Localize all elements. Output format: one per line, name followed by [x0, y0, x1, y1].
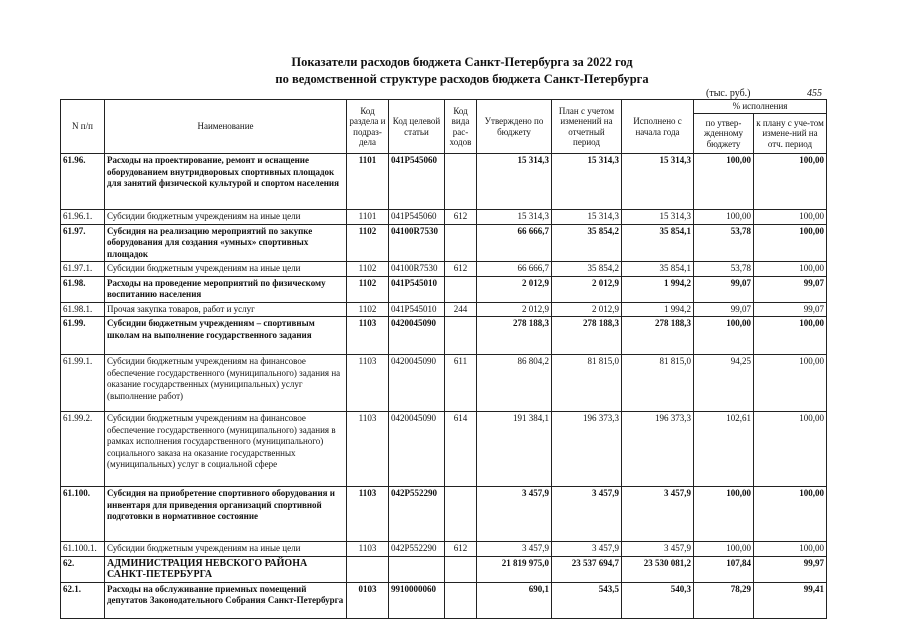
- row-executed: 15 314,3: [622, 154, 694, 210]
- table-row: [61, 355, 827, 412]
- row-plan: 3 457,9: [552, 542, 622, 557]
- col-plan-header: План с учетом изменений на отчетный период: [552, 100, 622, 154]
- row-executed: 23 530 081,2: [622, 556, 694, 582]
- row-number: 61.100.1.: [61, 542, 105, 557]
- row-number: 61.100.: [61, 487, 105, 542]
- row-name: АДМИНИСТРАЦИЯ НЕВСКОГО РАЙОНА САНКТ-ПЕТЕРБУРГА: [105, 556, 347, 582]
- row-number: 61.97.1.: [61, 262, 105, 277]
- row-executed: 81 815,0: [622, 355, 694, 412]
- row-pct-plan: 99,97: [754, 556, 827, 582]
- row-plan: 35 854,2: [552, 224, 622, 262]
- row-pct-plan: 100,00: [754, 487, 827, 542]
- row-target-code: 04100R7530: [389, 262, 445, 277]
- row-executed: 540,3: [622, 582, 694, 618]
- row-pct-approved: 53,78: [694, 224, 754, 262]
- row-section-code: [347, 556, 389, 582]
- row-name: Субсидия на приобретение спортивного оборудования и инвентаря для приведения организаций спортивной подготовки в нормативное состояние: [105, 487, 347, 542]
- row-plan: 196 373,3: [552, 412, 622, 487]
- row-executed: 3 457,9: [622, 542, 694, 557]
- table-row: [61, 317, 827, 355]
- row-pct-plan: 100,00: [754, 224, 827, 262]
- row-number: 61.98.1.: [61, 302, 105, 317]
- row-executed: 35 854,1: [622, 224, 694, 262]
- row-target-code: [389, 556, 445, 582]
- table-row: [61, 276, 827, 302]
- row-approved: 21 819 975,0: [477, 556, 552, 582]
- row-name: Субсидии бюджетным учреждениям на финансовое обеспечение государственного (муниципального) задания в рамках исполнения государственного (муниципального) социального заказа на оказание государственных (муниципальных) услуг в социальной сфере: [105, 412, 347, 487]
- row-name: Субсидия на реализацию мероприятий по закупке оборудования для создания «умных» спортивных площадок: [105, 224, 347, 262]
- row-name: Субсидии бюджетным учреждениям – спортивным школам на выполнение государственного задания: [105, 317, 347, 355]
- table-row: [61, 542, 827, 557]
- row-approved: 15 314,3: [477, 154, 552, 210]
- row-target-code: 041P545060: [389, 210, 445, 225]
- row-pct-plan: 100,00: [754, 210, 827, 225]
- row-pct-approved: 100,00: [694, 487, 754, 542]
- row-expense-type: 611: [445, 355, 477, 412]
- table-row: [61, 210, 827, 225]
- row-number: 61.97.: [61, 224, 105, 262]
- row-approved: 690,1: [477, 582, 552, 618]
- row-target-code: 042P552290: [389, 542, 445, 557]
- row-expense-type: [445, 317, 477, 355]
- row-number: 61.99.: [61, 317, 105, 355]
- table-row: [61, 302, 827, 317]
- row-expense-type: 612: [445, 542, 477, 557]
- row-pct-plan: 100,00: [754, 317, 827, 355]
- row-pct-approved: 94,25: [694, 355, 754, 412]
- row-plan: 15 314,3: [552, 154, 622, 210]
- row-pct-plan: 100,00: [754, 355, 827, 412]
- row-executed: 278 188,3: [622, 317, 694, 355]
- row-plan: 35 854,2: [552, 262, 622, 277]
- row-target-code: 041P545010: [389, 302, 445, 317]
- row-pct-approved: 100,00: [694, 210, 754, 225]
- table-row: [61, 224, 827, 262]
- budget-table: [60, 99, 827, 619]
- row-approved: 66 666,7: [477, 262, 552, 277]
- row-pct-plan: 100,00: [754, 262, 827, 277]
- table-row: [61, 582, 827, 618]
- row-number: 61.99.1.: [61, 355, 105, 412]
- row-expense-type: 612: [445, 210, 477, 225]
- col-approved-header: Утверждено по бюджету: [477, 100, 552, 154]
- row-section-code: 1102: [347, 262, 389, 277]
- row-plan: 2 012,9: [552, 276, 622, 302]
- row-pct-approved: 78,29: [694, 582, 754, 618]
- row-number: 61.98.: [61, 276, 105, 302]
- col-pct-group-header: % исполнения: [694, 100, 827, 114]
- row-section-code: 1103: [347, 355, 389, 412]
- row-pct-approved: 99,07: [694, 276, 754, 302]
- row-pct-plan: 99,07: [754, 276, 827, 302]
- row-number: 61.96.: [61, 154, 105, 210]
- col-num-header: N п/п: [61, 100, 105, 154]
- row-approved: 3 457,9: [477, 542, 552, 557]
- row-pct-plan: 100,00: [754, 542, 827, 557]
- row-target-code: 0420045090: [389, 412, 445, 487]
- row-target-code: 041P545010: [389, 276, 445, 302]
- row-executed: 196 373,3: [622, 412, 694, 487]
- table-row: [61, 154, 827, 210]
- row-target-code: 041P545060: [389, 154, 445, 210]
- row-name: Расходы на проектирование, ремонт и оснащение оборудованием внутридворовых спортивных площадок для занятий физической культурой и спортом населения: [105, 154, 347, 210]
- row-section-code: 1102: [347, 224, 389, 262]
- row-approved: 278 188,3: [477, 317, 552, 355]
- row-section-code: 0103: [347, 582, 389, 618]
- row-number: 61.96.1.: [61, 210, 105, 225]
- col-name-header: Наименование: [105, 100, 347, 154]
- row-approved: 191 384,1: [477, 412, 552, 487]
- row-name: Субсидии бюджетным учреждениям на финансовое обеспечение государственного (муниципального) задания на оказание государственных (муниципальных) услуг (выполнение работ): [105, 355, 347, 412]
- col-pct-plan-header: к плану с уче-том измене-ний на отч. период: [754, 114, 827, 154]
- row-expense-type: [445, 154, 477, 210]
- row-approved: 2 012,9: [477, 276, 552, 302]
- row-executed: 3 457,9: [622, 487, 694, 542]
- row-expense-type: 244: [445, 302, 477, 317]
- row-name: Прочая закупка товаров, работ и услуг: [105, 302, 347, 317]
- row-approved: 66 666,7: [477, 224, 552, 262]
- col-executed-header: Исполнено с начала года: [622, 100, 694, 154]
- row-pct-approved: 53,78: [694, 262, 754, 277]
- report-title-line2: по ведомственной структуре расходов бюджета Санкт-Петербурга: [275, 72, 649, 86]
- row-section-code: 1101: [347, 154, 389, 210]
- row-pct-plan: 100,00: [754, 154, 827, 210]
- row-expense-type: [445, 556, 477, 582]
- row-plan: 543,5: [552, 582, 622, 618]
- row-pct-approved: 99,07: [694, 302, 754, 317]
- row-expense-type: [445, 224, 477, 262]
- row-section-code: 1101: [347, 210, 389, 225]
- row-pct-approved: 100,00: [694, 154, 754, 210]
- row-pct-approved: 100,00: [694, 317, 754, 355]
- row-section-code: 1103: [347, 542, 389, 557]
- row-approved: 2 012,9: [477, 302, 552, 317]
- col-section-code-header: Код раздела и подраз-дела: [347, 100, 389, 154]
- row-name: Расходы на проведение мероприятий по физическому воспитанию населения: [105, 276, 347, 302]
- col-pct-approved-header: по утвер-жденному бюджету: [694, 114, 754, 154]
- row-target-code: 04100R7530: [389, 224, 445, 262]
- row-plan: 23 537 694,7: [552, 556, 622, 582]
- row-approved: 15 314,3: [477, 210, 552, 225]
- row-approved: 86 804,2: [477, 355, 552, 412]
- row-target-code: 042P552290: [389, 487, 445, 542]
- row-target-code: 0420045090: [389, 317, 445, 355]
- row-executed: 1 994,2: [622, 302, 694, 317]
- row-expense-type: 612: [445, 262, 477, 277]
- table-body: [61, 154, 827, 619]
- row-pct-approved: 102,61: [694, 412, 754, 487]
- page-number: 455: [807, 88, 822, 99]
- row-section-code: 1102: [347, 302, 389, 317]
- row-approved: 3 457,9: [477, 487, 552, 542]
- row-pct-approved: 107,84: [694, 556, 754, 582]
- row-name: Субсидии бюджетным учреждениям на иные цели: [105, 542, 347, 557]
- row-section-code: 1103: [347, 412, 389, 487]
- col-target-code-header: Код целевой статьи: [389, 100, 445, 154]
- row-expense-type: 614: [445, 412, 477, 487]
- row-pct-approved: 100,00: [694, 542, 754, 557]
- row-number: 62.1.: [61, 582, 105, 618]
- row-expense-type: [445, 582, 477, 618]
- report-title-line1: Показатели расходов бюджета Санкт-Петербурга за 2022 год: [291, 55, 633, 69]
- row-pct-plan: 99,41: [754, 582, 827, 618]
- table-header: [61, 100, 827, 154]
- row-target-code: 0420045090: [389, 355, 445, 412]
- row-number: 62.: [61, 556, 105, 582]
- table-row: [61, 262, 827, 277]
- row-pct-plan: 100,00: [754, 412, 827, 487]
- col-expense-type-header: Код вида рас-ходов: [445, 100, 477, 154]
- row-pct-plan: 99,07: [754, 302, 827, 317]
- row-plan: 3 457,9: [552, 487, 622, 542]
- row-section-code: 1103: [347, 317, 389, 355]
- row-number: 61.99.2.: [61, 412, 105, 487]
- row-section-code: 1102: [347, 276, 389, 302]
- row-plan: 278 188,3: [552, 317, 622, 355]
- row-name: Расходы на обслуживание приемных помещений депутатов Законодательного Собрания Санкт-Петербурга: [105, 582, 347, 618]
- row-plan: 81 815,0: [552, 355, 622, 412]
- row-target-code: 9910000060: [389, 582, 445, 618]
- row-executed: 35 854,1: [622, 262, 694, 277]
- row-name: Субсидии бюджетным учреждениям на иные цели: [105, 210, 347, 225]
- row-executed: 1 994,2: [622, 276, 694, 302]
- row-expense-type: [445, 276, 477, 302]
- row-expense-type: [445, 487, 477, 542]
- row-plan: 2 012,9: [552, 302, 622, 317]
- table-row: [61, 556, 827, 582]
- row-section-code: 1103: [347, 487, 389, 542]
- table-row: [61, 412, 827, 487]
- units-label: (тыс. руб.): [706, 88, 751, 99]
- row-executed: 15 314,3: [622, 210, 694, 225]
- row-name: Субсидии бюджетным учреждениям на иные цели: [105, 262, 347, 277]
- table-row: [61, 487, 827, 542]
- row-plan: 15 314,3: [552, 210, 622, 225]
